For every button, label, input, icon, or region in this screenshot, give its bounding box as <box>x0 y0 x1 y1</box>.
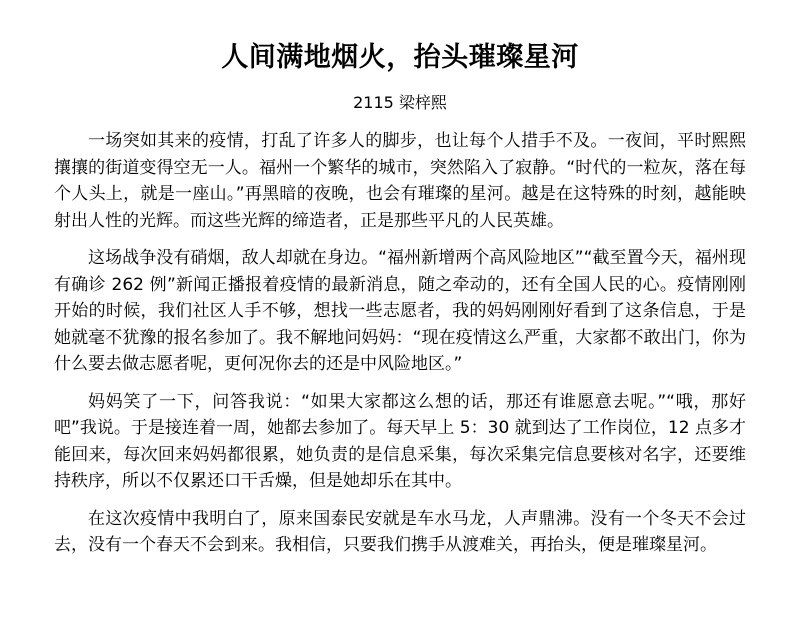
essay-body <box>54 128 746 559</box>
essay-page <box>54 0 746 570</box>
paragraph: 这场战争没有硝烟，敌人却就在身边。“福州新增两个高风险地区”“截至置今天，福州现有确诊 262 例”新闻正播报着疫情的最新消息，随之牵动的，还有全国人民的心。疫情刚刚开始的时候，我们社区人手不够，想找一些志愿者，我的妈妈刚刚好看到了这条信息，于是她就毫不犹豫的报名参加了。我不解地问妈妈：“现在疫情这么严重，大家都不敢出门，你为什么要去做志愿者呢，更何况你去的还是中风险地区。” <box>54 248 746 374</box>
essay-title: 人间满地烟火，抬头璀璨星河 <box>221 42 579 73</box>
paragraph: 在这次疫情中我明白了，原来国泰民安就是车水马龙，人声鼎沸。没有一个冬天不会过去，没有一个春天不会到来。我相信，只要我们携手从渡难关，再抬头，便是璀璨星河。 <box>54 508 746 555</box>
essay-author: 2115 梁梓熙 <box>353 93 447 112</box>
paragraph: 一场突如其来的疫情，打乱了许多人的脚步，也让每个人措手不及。一夜间，平时熙熙攘攘的街道变得空无一人。福州一个繁华的城市，突然陷入了寂静。“时代的一粒灰，落在每个人头上，就是一座山。”再黑暗的夜晚，也会有璀璨的星河。越是在这特殊的时刻，越能映射出人性的光辉。而这些光辉的缔造者，正是那些平凡的人民英雄。 <box>54 131 746 231</box>
paragraph: 妈妈笑了一下，问答我说：“如果大家都这么想的话，那还有谁愿意去呢。”“哦，那好吧”我说。于是接连着一周，她都去参加了。每天早上 5：30 就到达了工作岗位，12 点多才能回来，每次回来妈妈都很累，她负责的是信息采集，每次采集完信息要核对名字，还要维持秩序，所以不仅累还口干舌燥，但是她却乐在其中。 <box>54 391 746 491</box>
